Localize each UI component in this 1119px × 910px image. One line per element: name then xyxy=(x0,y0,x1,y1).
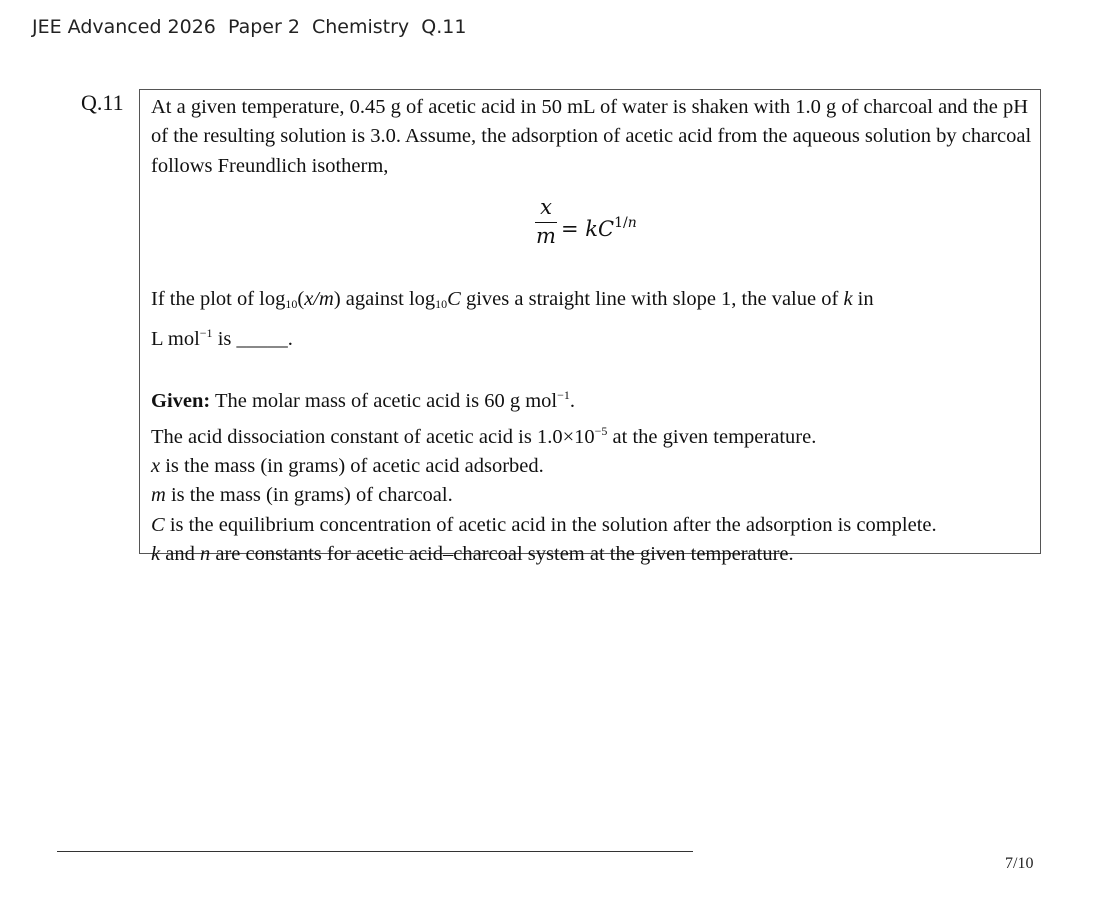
given-3-text: is the mass (in grams) of acetic acid adsorbed. xyxy=(160,455,544,478)
formula-exponent xyxy=(614,215,637,231)
given-label: Given: xyxy=(151,390,211,413)
prompt-unit-sup: −1 xyxy=(199,326,213,341)
formula-exponent-var: n xyxy=(627,214,637,231)
given-6-var2: n xyxy=(199,542,211,565)
prompt-part-2: ( xyxy=(297,287,305,310)
question-prompt xyxy=(151,285,1032,355)
prompt-subscript-2: 10 xyxy=(435,296,448,311)
prompt-xm: x/m xyxy=(304,287,334,310)
given-line-2 xyxy=(151,417,1032,452)
given-line-5 xyxy=(151,511,1032,540)
given-1-end: . xyxy=(569,390,576,413)
footer-rule xyxy=(57,851,693,852)
spacer xyxy=(151,354,1032,381)
given-5-text: is the equilibrium concentration of acetic acid in the solution after the adsorption is complete. xyxy=(164,513,937,536)
given-3-var: x xyxy=(151,455,161,478)
given-2-end: at the given temperature. xyxy=(607,425,817,448)
prompt-answer-blank: is _____. xyxy=(212,328,293,351)
prompt-subscript-1: 10 xyxy=(285,296,298,311)
formula-exponent-num: 1/ xyxy=(614,214,628,231)
given-line-3 xyxy=(151,452,1032,481)
given-5-var: C xyxy=(151,513,165,536)
given-line-1 xyxy=(151,381,1032,416)
question-box xyxy=(139,89,1041,565)
given-6-text: are constants for acetic acid–charcoal system at the given temperature. xyxy=(210,542,794,565)
formula-fraction xyxy=(535,195,557,248)
prompt-k: k xyxy=(843,287,853,310)
question-number: Q.11 xyxy=(81,90,124,115)
given-2-sup: −5 xyxy=(594,423,608,438)
given-6-mid: and xyxy=(160,542,200,565)
formula-numerator: x xyxy=(535,195,557,223)
given-6-var1: k xyxy=(151,542,161,565)
given-4-text: is the mass (in grams) of charcoal. xyxy=(165,484,453,507)
prompt-part-5: in xyxy=(852,287,874,310)
prompt-part-3: ) against log xyxy=(333,287,436,310)
page-number: 7/10 xyxy=(1005,855,1034,872)
given-1-text: The molar mass of acetic acid is 60 g mol xyxy=(210,390,558,413)
prompt-part-1: If the plot of log xyxy=(151,287,286,310)
formula-rhs xyxy=(561,211,637,241)
formula-c: C xyxy=(598,216,615,241)
freundlich-formula xyxy=(151,181,1032,285)
given-line-4 xyxy=(151,481,1032,510)
prompt-c: C xyxy=(447,287,461,310)
formula-equals: = xyxy=(561,216,586,241)
prompt-part-4: gives a straight line with slope 1, the value of xyxy=(460,287,844,310)
given-4-var: m xyxy=(151,484,166,507)
page-header: JEE Advanced 2026 Paper 2 Chemistry Q.11 xyxy=(32,16,467,38)
prompt-unit: L mol xyxy=(151,328,200,351)
formula-k: k xyxy=(585,216,599,241)
given-line-6 xyxy=(151,540,1032,569)
formula-denominator: m xyxy=(536,223,556,248)
question-intro: At a given temperature, 0.45 g of acetic acid in 50 mL of water is shaken with 1.0 g of charcoal and the pH of the resulting solution is 3.0. Assume, the adsorption of acetic acid from the aqueous solution by charcoal follows Freundlich isotherm, xyxy=(151,96,1032,177)
given-1-sup: −1 xyxy=(557,388,570,403)
given-2-text: The acid dissociation constant of acetic acid is 1.0×10 xyxy=(151,425,595,448)
